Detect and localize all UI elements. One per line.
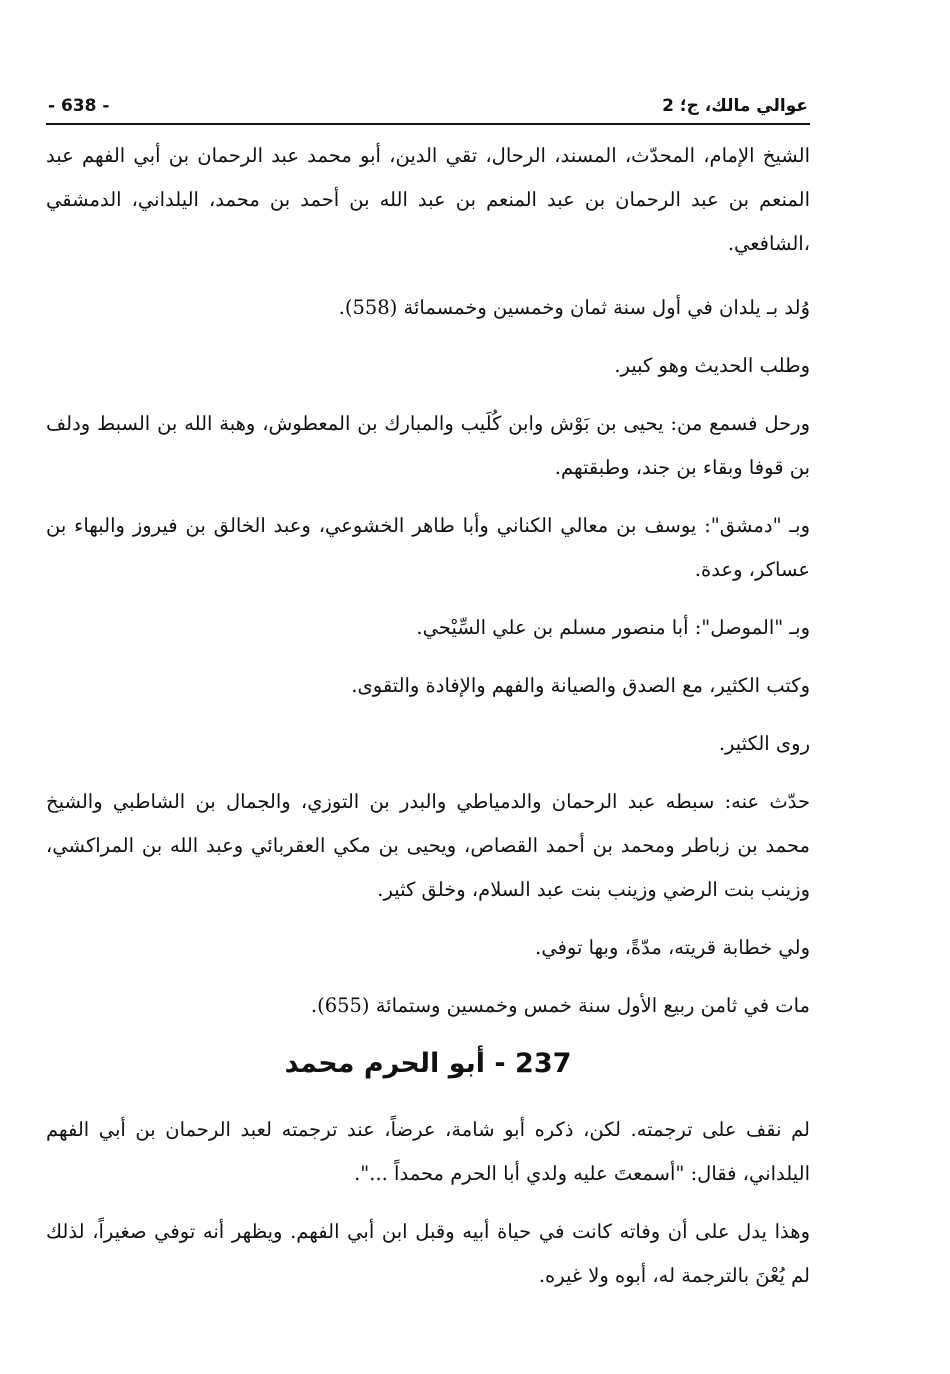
running-header <box>48 88 808 116</box>
entry-number: 237 <box>515 1048 572 1079</box>
entry-dash: - <box>494 1048 506 1079</box>
paragraph: وهذا يدل على أن وفاته كانت في حياة أبيه وقبل ابن أبي الفهم. ويظهر أنه توفي صغيراً، لذلك لم يُعْنَ بالترجمة له، أبوه ولا غيره. <box>46 1220 810 1287</box>
paragraph: الشيخ الإمام، المحدّث، المسند، الرحال، تقي الدين، أبو محمد عبد الرحمان بن أبي الفهم عبد المنعم بن عبد الرحمان بن عبد المنعم بن عبد الله بن أحمد بن محمد، اليلداني، الدمشقي ،الشافعي. <box>46 144 810 255</box>
paragraph: حدّث عنه: سبطه عبد الرحمان والدمياطي والبدر بن التوزي، والجمال بن الشاطبي والشيخ محمد بن زباطر ومحمد بن أحمد القصاص، ويحيى بن مكي العقربائي وعبد الله بن المراكشي، وزينب بنت الرضي وزينب بنت عبد السلام، وخلق كثير. <box>46 790 810 901</box>
entry-name: أبو الحرم محمد <box>284 1048 486 1079</box>
paragraph: وبـ "الموصل": أبا منصور مسلم بن علي السِّيْحي. <box>416 616 810 639</box>
paragraph: ورحل فسمع من: يحيى بن بَوْش وابن كُلَيب والمبارك بن المعطوش، وهبة الله بن السبط ودلف بن قوفا وبقاء بن جند، وطبقتهم. <box>46 412 810 479</box>
paragraph: وبـ "دمشق": يوسف بن معالي الكناني وأبا طاهر الخشوعي، وعبد الخالق بن فيروز والبهاء بن عساكر، وعدة. <box>46 514 810 581</box>
header-rule <box>46 123 810 125</box>
paragraph: ولي خطابة قريته، مدّةً، وبها توفي. <box>535 936 810 959</box>
paragraph: مات في ثامن ربيع الأول سنة خمس وخمسين وستمائة (655). <box>310 994 810 1017</box>
page-number: - 638 - <box>48 96 110 116</box>
entry-heading <box>46 1042 810 1086</box>
book-title: عوالي مالك، ج؛ 2 <box>662 96 808 116</box>
paragraph: لم نقف على ترجمته. لكن، ذكره أبو شامة، عرضاً، عند ترجمته لعبد الرحمان بن أبي الفهم اليلداني، فقال: "أسمعتَ عليه ولدي أبا الحرم محمداً ...". <box>46 1118 810 1185</box>
paragraph: روى الكثير. <box>718 732 810 755</box>
paragraph: وطلب الحديث وهو كبير. <box>614 354 810 377</box>
page-body <box>46 134 810 1312</box>
paragraph: وُلد بـ يلدان في أول سنة ثمان وخمسين وخمسمائة (558). <box>338 296 810 319</box>
paragraph: وكتب الكثير، مع الصدق والصيانة والفهم والإفادة والتقوى. <box>351 674 810 697</box>
